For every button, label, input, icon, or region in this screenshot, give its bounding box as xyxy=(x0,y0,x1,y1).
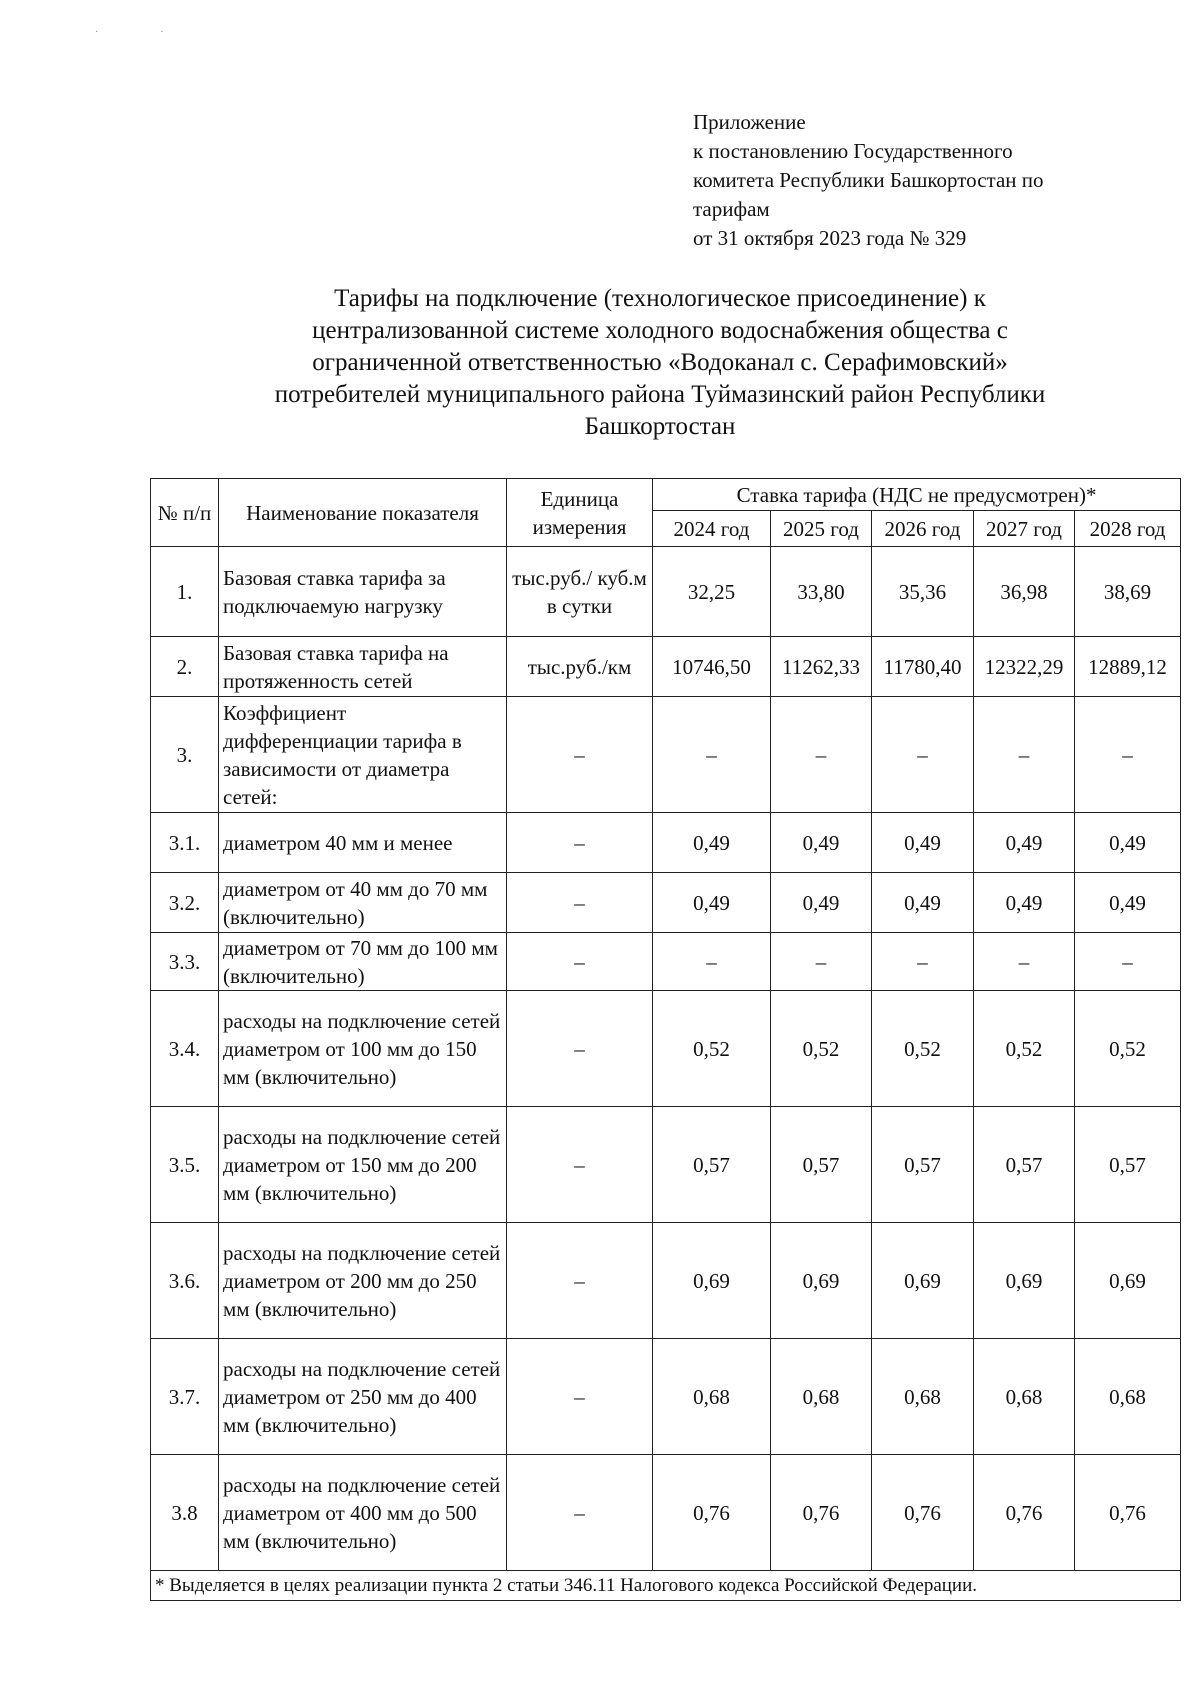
row-name: расходы на подключение сетей диаметром от 250 мм до 400 мм (включительно) xyxy=(219,1339,507,1455)
rate-value: – xyxy=(872,697,974,813)
rate-value: 0,49 xyxy=(974,813,1075,873)
title-line: Тарифы на подключение (технологическое присоединение) к xyxy=(334,285,986,312)
rate-value: 11780,40 xyxy=(872,637,974,697)
rate-value: – xyxy=(974,933,1075,991)
row-name: расходы на подключение сетей диаметром от 100 мм до 150 мм (включительно) xyxy=(219,991,507,1107)
rate-value: 0,57 xyxy=(771,1107,872,1223)
column-header-unit: Единица измерения xyxy=(507,479,653,547)
table-row xyxy=(151,873,1181,933)
rate-value: 0,76 xyxy=(771,1455,872,1571)
row-name: расходы на подключение сетей диаметром от 400 мм до 500 мм (включительно) xyxy=(219,1455,507,1571)
rate-value: 38,69 xyxy=(1075,547,1181,637)
row-unit: – xyxy=(507,1107,653,1223)
row-number: 3.8 xyxy=(151,1455,219,1571)
year-header: 2024 год xyxy=(653,511,771,547)
row-name: Базовая ставка тарифа на протяженность сетей xyxy=(219,637,507,697)
row-unit: – xyxy=(507,1455,653,1571)
rate-value: 0,49 xyxy=(653,873,771,933)
row-number: 3.6. xyxy=(151,1223,219,1339)
year-header: 2025 год xyxy=(771,511,872,547)
rate-value: 0,68 xyxy=(974,1339,1075,1455)
rate-value: 0,52 xyxy=(872,991,974,1107)
row-unit: – xyxy=(507,1223,653,1339)
rate-value: 0,69 xyxy=(1075,1223,1181,1339)
row-name: Базовая ставка тарифа за подключаемую нагрузку xyxy=(219,547,507,637)
rate-value: – xyxy=(1075,697,1181,813)
rate-value: 0,52 xyxy=(1075,991,1181,1107)
row-unit: – xyxy=(507,813,653,873)
rate-value: – xyxy=(771,933,872,991)
header-line: к постановлению Государственного xyxy=(693,139,1013,163)
row-name: диаметром 40 мм и менее xyxy=(219,813,507,873)
rate-value: 0,49 xyxy=(771,873,872,933)
row-number: 1. xyxy=(151,547,219,637)
rate-value: – xyxy=(653,933,771,991)
table-row xyxy=(151,637,1181,697)
column-header-name: Наименование показателя xyxy=(219,479,507,547)
rate-value: 0,76 xyxy=(974,1455,1075,1571)
rate-value: 33,80 xyxy=(771,547,872,637)
row-unit: – xyxy=(507,933,653,991)
rate-value: – xyxy=(974,697,1075,813)
row-number: 3.4. xyxy=(151,991,219,1107)
rate-value: 32,25 xyxy=(653,547,771,637)
title-line: централизованной системе холодного водоснабжения общества с xyxy=(312,317,1008,344)
rate-value: – xyxy=(872,933,974,991)
rate-value: – xyxy=(1075,933,1181,991)
rate-value: – xyxy=(653,697,771,813)
rate-value: 0,49 xyxy=(872,813,974,873)
rate-value: 0,49 xyxy=(974,873,1075,933)
title-line: Башкортостан xyxy=(584,413,736,440)
rate-value: 0,49 xyxy=(1075,873,1181,933)
rate-value: – xyxy=(771,697,872,813)
row-number: 3.5. xyxy=(151,1107,219,1223)
row-name: диаметром от 70 мм до 100 мм (включительно) xyxy=(219,933,507,991)
row-unit: – xyxy=(507,1339,653,1455)
rate-value: 0,68 xyxy=(771,1339,872,1455)
table-row xyxy=(151,1107,1181,1223)
rate-value: 0,69 xyxy=(771,1223,872,1339)
year-header: 2028 год xyxy=(1075,511,1181,547)
title-line: ограниченной ответственностью «Водоканал с. Серафимовский» xyxy=(312,349,1008,376)
year-header: 2027 год xyxy=(974,511,1075,547)
column-header-number: № п/п xyxy=(151,479,219,547)
rate-value: 0,69 xyxy=(974,1223,1075,1339)
row-number: 3.1. xyxy=(151,813,219,873)
rate-value: 0,49 xyxy=(653,813,771,873)
table-row xyxy=(151,1223,1181,1339)
row-number: 3. xyxy=(151,697,219,813)
rate-value: 35,36 xyxy=(872,547,974,637)
header-line: от 31 октября 2023 года № 329 xyxy=(693,226,967,250)
title-line: потребителей муниципального района Туймазинский район Республики xyxy=(274,381,1046,408)
rate-value: 0,52 xyxy=(974,991,1075,1107)
column-header-rate: Ставка тарифа (НДС не предусмотрен)* xyxy=(653,479,1181,511)
rate-value: 11262,33 xyxy=(771,637,872,697)
table-row xyxy=(151,547,1181,637)
rate-value: 10746,50 xyxy=(653,637,771,697)
rate-value: 36,98 xyxy=(974,547,1075,637)
rate-value: 0,68 xyxy=(872,1339,974,1455)
footnote: * Выделяется в целях реализации пункта 2 статьи 346.11 Налогового кодекса Российской Федерации. xyxy=(151,1571,1181,1601)
row-number: 3.2. xyxy=(151,873,219,933)
rate-value: 0,69 xyxy=(653,1223,771,1339)
table-row xyxy=(151,991,1181,1107)
rate-value: 0,69 xyxy=(872,1223,974,1339)
table-row xyxy=(151,933,1181,991)
rate-value: 0,57 xyxy=(872,1107,974,1223)
rate-value: 0,76 xyxy=(1075,1455,1181,1571)
row-number: 3.7. xyxy=(151,1339,219,1455)
footnote-row xyxy=(151,1571,1181,1601)
rate-value: 0,49 xyxy=(1075,813,1181,873)
table-row xyxy=(151,813,1181,873)
rate-value: 0,52 xyxy=(771,991,872,1107)
row-unit: – xyxy=(507,697,653,813)
tariff-table xyxy=(150,478,1181,1601)
row-name: расходы на подключение сетей диаметром от 200 мм до 250 мм (включительно) xyxy=(219,1223,507,1339)
document-title xyxy=(150,283,1170,443)
row-unit: тыс.руб./км xyxy=(507,637,653,697)
rate-value: 0,68 xyxy=(1075,1339,1181,1455)
header-line: комитета Республики Башкортостан по xyxy=(693,168,1044,192)
header-line: тарифам xyxy=(693,197,770,221)
row-unit: – xyxy=(507,991,653,1107)
row-number: 2. xyxy=(151,637,219,697)
rate-value: 0,49 xyxy=(872,873,974,933)
row-name: расходы на подключение сетей диаметром от 150 мм до 200 мм (включительно) xyxy=(219,1107,507,1223)
rate-value: 0,57 xyxy=(974,1107,1075,1223)
row-unit: тыс.руб./ куб.м в сутки xyxy=(507,547,653,637)
rate-value: 12322,29 xyxy=(974,637,1075,697)
row-number: 3.3. xyxy=(151,933,219,991)
header-line: Приложение xyxy=(693,110,806,134)
year-header: 2026 год xyxy=(872,511,974,547)
rate-value: 0,57 xyxy=(653,1107,771,1223)
row-name: диаметром от 40 мм до 70 мм (включительно) xyxy=(219,873,507,933)
rate-value: 0,68 xyxy=(653,1339,771,1455)
rate-value: 0,52 xyxy=(653,991,771,1107)
rate-value: 0,76 xyxy=(872,1455,974,1571)
rate-value: 0,57 xyxy=(1075,1107,1181,1223)
table-row xyxy=(151,1339,1181,1455)
table-row xyxy=(151,697,1181,813)
approval-header xyxy=(693,108,1163,253)
row-unit: – xyxy=(507,873,653,933)
rate-value: 0,76 xyxy=(653,1455,771,1571)
rate-value: 0,49 xyxy=(771,813,872,873)
row-name: Коэффициент дифференциации тарифа в зависимости от диаметра сетей: xyxy=(219,697,507,813)
table-row xyxy=(151,1455,1181,1571)
scan-specks: ·· xyxy=(95,27,226,38)
rate-value: 12889,12 xyxy=(1075,637,1181,697)
